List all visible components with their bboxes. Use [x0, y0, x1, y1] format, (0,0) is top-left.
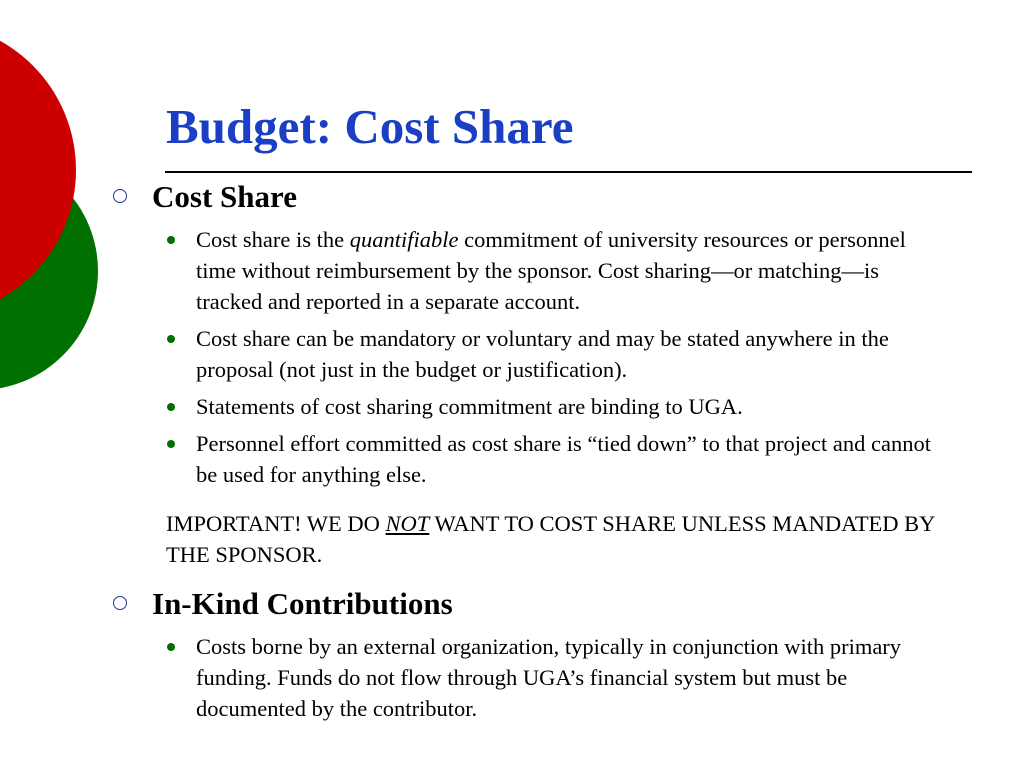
bullet-text: Statements of cost sharing commitment are binding to UGA. [196, 394, 743, 419]
bullet-text: commitment of university resources or personnel time without reimbursement by the sponsor. Cost sharing—or matching—is tracked and reported in a separate account. [196, 227, 906, 314]
section-in-kind-contributions [110, 585, 950, 724]
bullet-item [152, 391, 950, 422]
slide-content [110, 178, 950, 724]
title-underline [165, 171, 972, 173]
slide-title: Budget: Cost Share [166, 99, 574, 154]
bullet-text: Personnel effort committed as cost share is “tied down” to that project and cannot be used for anything else. [196, 431, 931, 487]
bullet-dot-icon [167, 440, 175, 448]
emphasis-text: quantifiable [349, 227, 459, 252]
bullet-item [152, 428, 950, 490]
bullet-dot-icon [167, 643, 175, 651]
section-heading: Cost Share [152, 179, 297, 214]
note-text: IMPORTANT! WE DO [166, 511, 386, 536]
bullet-item [152, 224, 950, 317]
bullet-dot-icon [167, 335, 175, 343]
bullet-list [152, 224, 950, 490]
section-cost-share [110, 178, 950, 570]
bullet-item [152, 323, 950, 385]
important-note [152, 508, 950, 570]
hollow-circle-bullet-icon [113, 596, 127, 610]
bullet-item [152, 631, 950, 724]
bullet-text: Cost share can be mandatory or voluntary and may be stated anywhere in the proposal (not just in the budget or justification). [196, 326, 889, 382]
bullet-text: Costs borne by an external organization, typically in conjunction with primary funding. Funds do not flow through UGA’s financial system but must be documented by the contributor. [196, 634, 902, 721]
bullet-text: Cost share is the [196, 227, 350, 252]
section-heading: In-Kind Contributions [152, 586, 453, 621]
hollow-circle-bullet-icon [113, 189, 127, 203]
bullet-list [152, 631, 950, 724]
bullet-dot-icon [167, 403, 175, 411]
note-emphasis: NOT [385, 511, 430, 536]
note-text: WANT TO COST SHARE UNLESS MANDATED BY THE SPONSOR. [166, 511, 935, 567]
bullet-dot-icon [167, 236, 175, 244]
